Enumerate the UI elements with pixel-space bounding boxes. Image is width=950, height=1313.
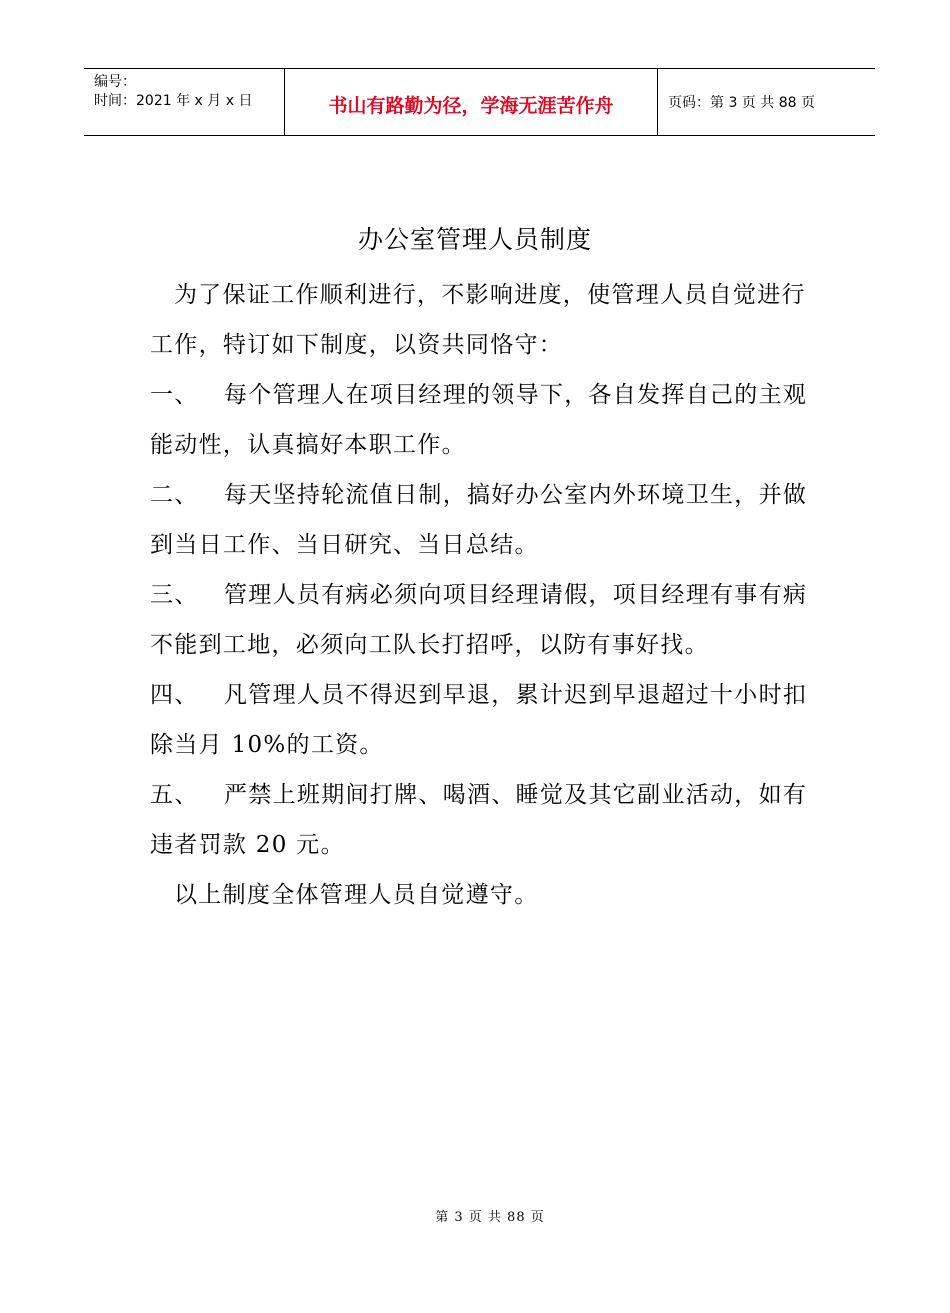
- list-item-marker: 二、: [150, 482, 199, 508]
- list-item-text: 每个管理人在项目经理的领导下，各自发挥自己的主观能动性，认真搞好本职工作。: [150, 382, 808, 458]
- list-item: [150, 670, 830, 770]
- list-item-marker: 五、: [150, 782, 199, 808]
- document-body: [150, 270, 830, 920]
- list-item-text: 每天坚持轮流值日制，搞好办公室内外环境卫生，并做到当日工作、当日研究、当日总结。: [150, 482, 808, 558]
- list-item-text: 凡管理人员不得迟到早退，累计迟到早退超过十小时扣除当月 10%的工资。: [150, 682, 808, 758]
- header-date: 时间：2021 年 x 月 x 日: [94, 93, 253, 109]
- page-header: [84, 68, 875, 136]
- header-page-info: 页码：第 3 页 共 88 页: [668, 95, 815, 111]
- list-item-text: 管理人员有病必须向项目经理请假，项目经理有事有病不能到工地，必须向工队长打招呼，以防有事好找。: [150, 582, 808, 658]
- document-title: 办公室管理人员制度: [357, 225, 592, 254]
- header-number-label: 编号：: [94, 74, 136, 90]
- list-item: [150, 770, 830, 870]
- list-item: [150, 370, 830, 470]
- intro-paragraph: 为了保证工作顺利进行，不影响进度，使管理人员自觉进行工作，特订如下制度，以资共同恪守：: [150, 282, 806, 358]
- list-item: [150, 570, 830, 670]
- list-item: [150, 470, 830, 570]
- header-meta: [84, 69, 285, 135]
- list-item-marker: 一、: [150, 382, 199, 408]
- header-motto: 书山有路勤为径，学海无涯苦作舟: [285, 69, 658, 135]
- list-item-marker: 三、: [150, 582, 199, 608]
- list-item-text: 严禁上班期间打牌、喝酒、睡觉及其它副业活动，如有违者罚款 20 元。: [150, 782, 808, 858]
- closing-paragraph: 以上制度全体管理人员自觉遵守。: [174, 882, 539, 908]
- list-item-marker: 四、: [150, 682, 199, 708]
- page-footer: 第 3 页 共 88 页: [435, 1210, 545, 1225]
